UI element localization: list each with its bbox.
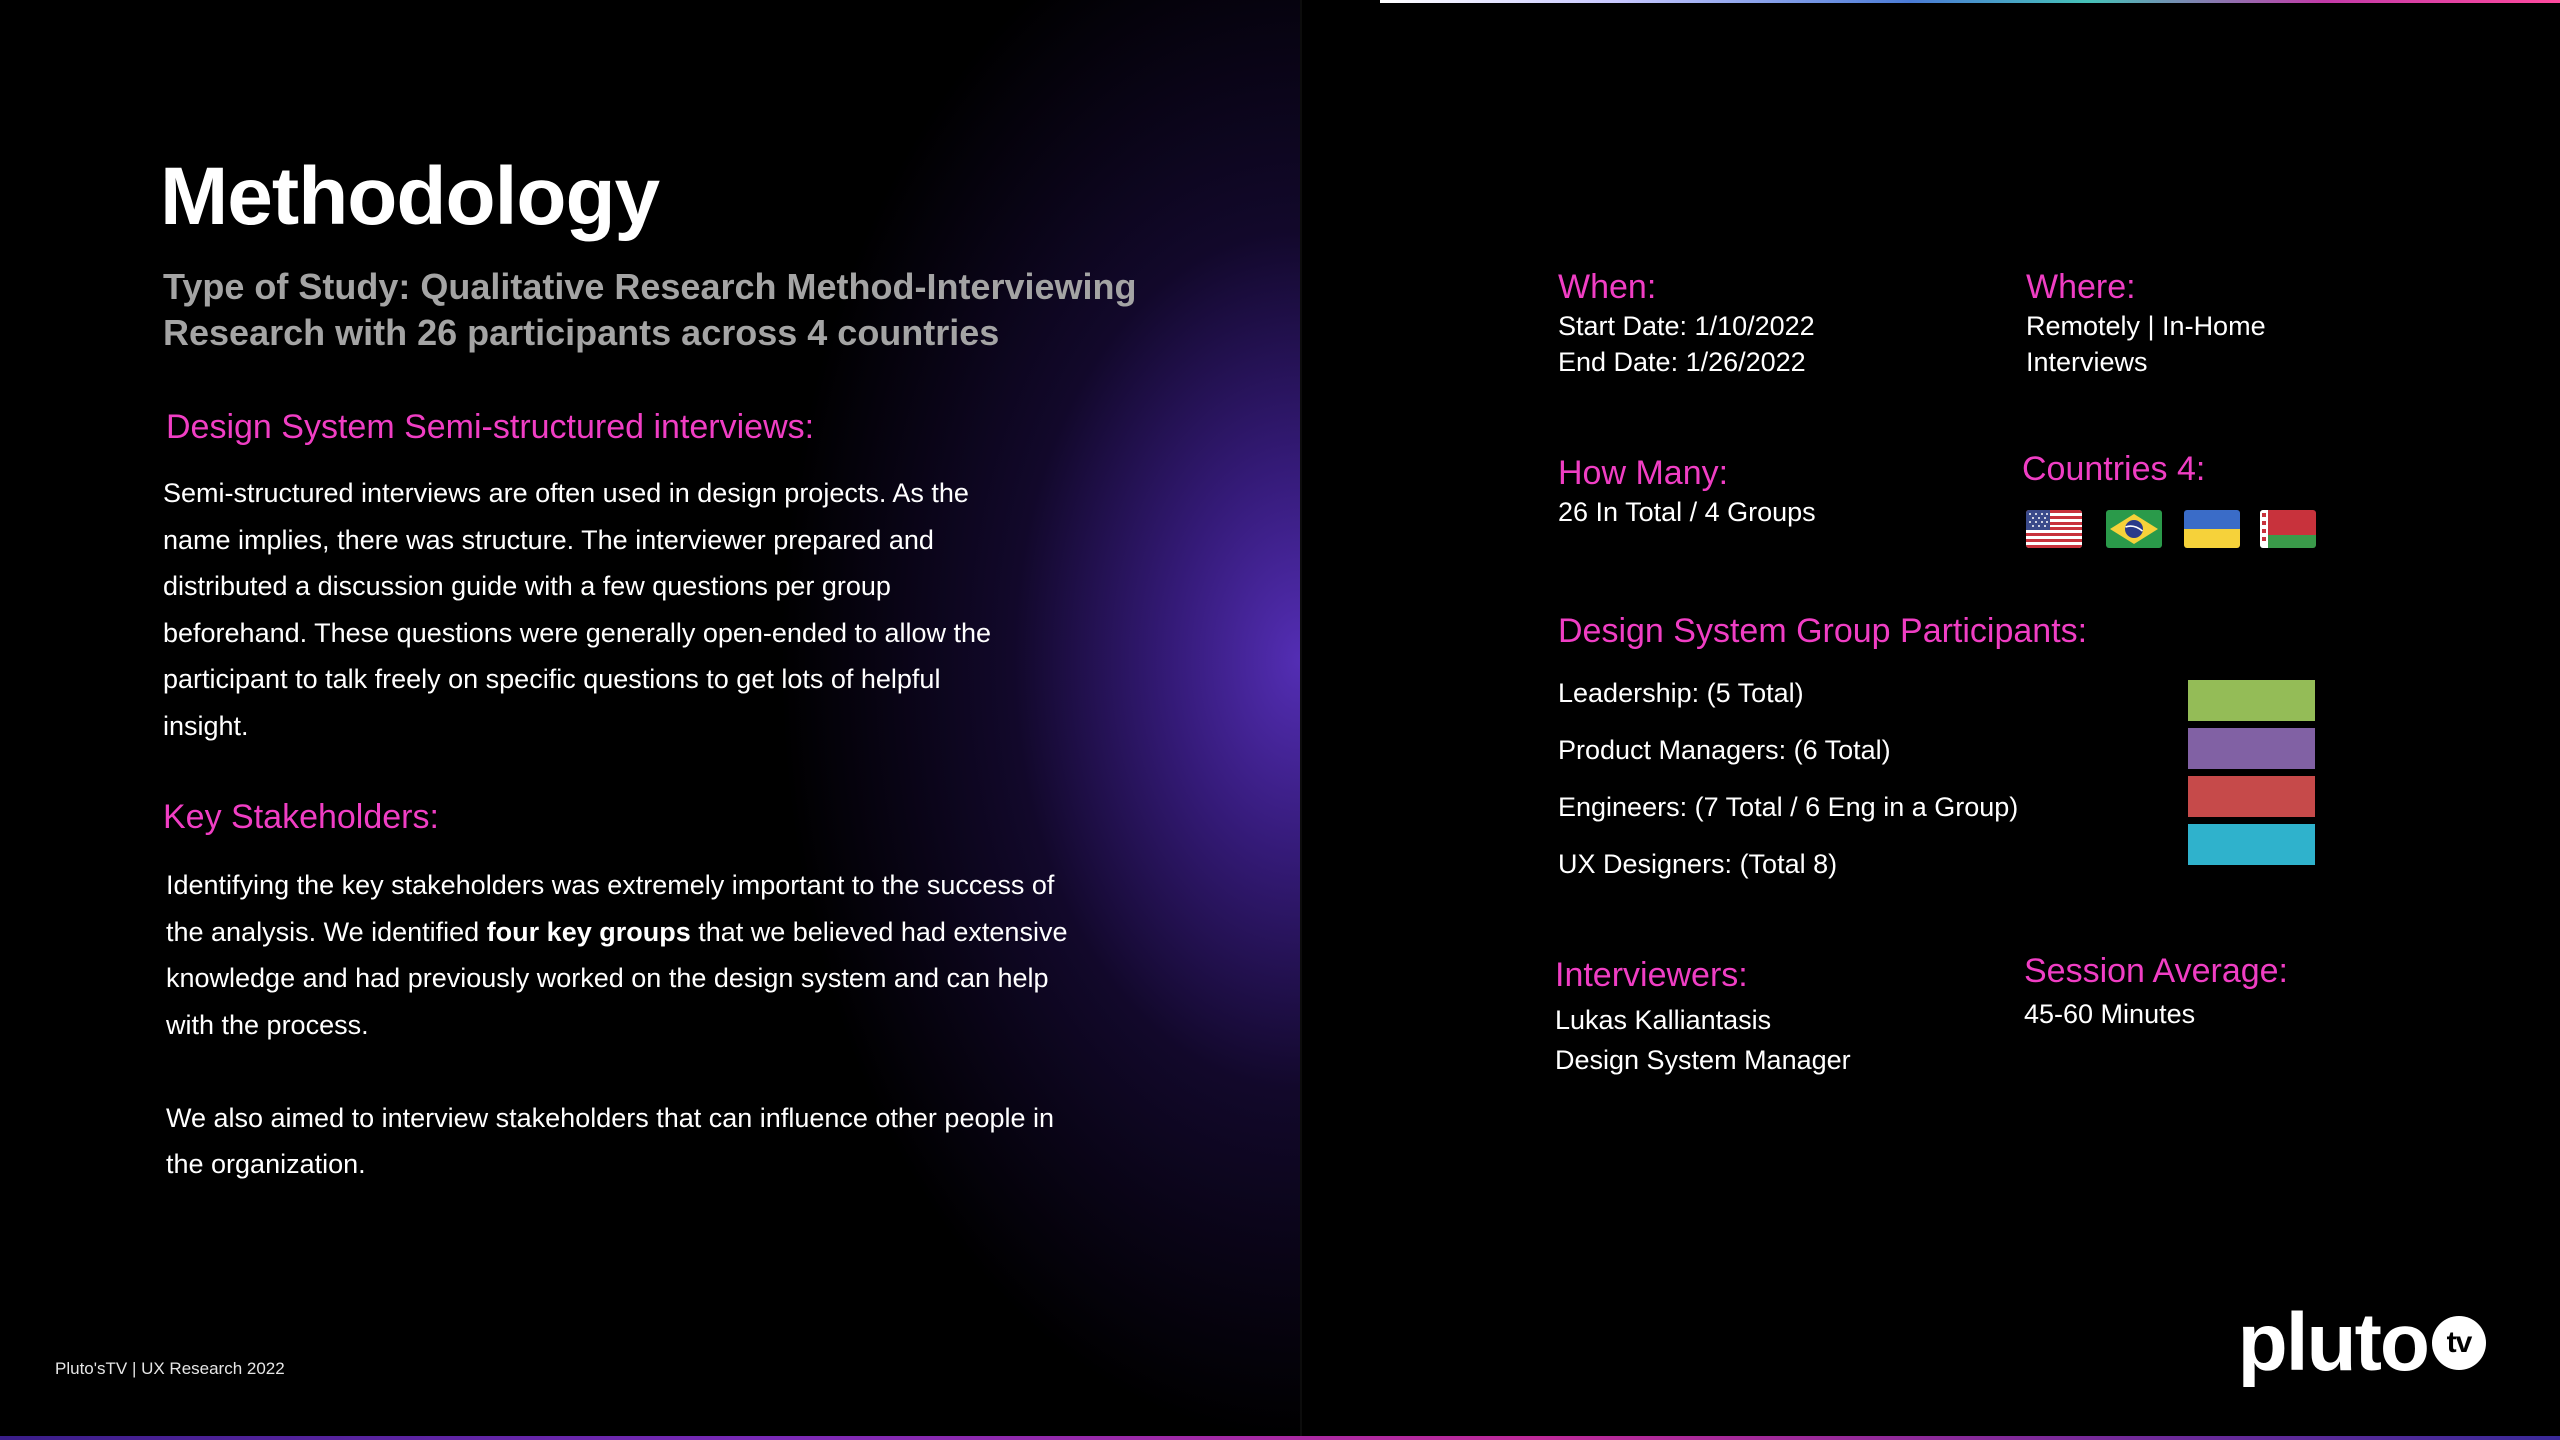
ukraine-flag-icon [2184, 510, 2240, 548]
pluto-tv-logo [2238, 1296, 2486, 1390]
group-engineers: Engineers: (7 Total / 6 Eng in a Group) [1558, 792, 2019, 822]
session-average-label: Session Average: [2024, 952, 2288, 990]
when-dates [1558, 308, 1815, 380]
interviewers-label: Interviewers: [1555, 956, 1748, 994]
group-product-managers: Product Managers: (6 Total) [1558, 735, 1891, 765]
design-system-heading: Design System Semi-structured interviews: [166, 408, 815, 446]
end-date: End Date: 1/26/2022 [1558, 347, 1806, 377]
panel-divider [1300, 0, 1302, 1440]
how-many-label: How Many: [1558, 454, 1729, 492]
top-accent-line [1380, 0, 2560, 3]
us-flag-icon [2026, 510, 2082, 548]
paragraph-line: We also aimed to interview stakeholders that can influence other people in [166, 1102, 1055, 1133]
subtitle-line: Research with 26 participants across 4 countries [163, 312, 1000, 353]
subtitle-line: Type of Study: Qualitative Research Method-Interviewing [163, 266, 1137, 307]
paragraph-line: distributed a discussion guide with a few questions per group [163, 571, 891, 601]
interviewer-name: Lukas Kalliantasis [1555, 1005, 1772, 1035]
group-leadership: Leadership: (5 Total) [1558, 678, 1804, 708]
paragraph-line: name implies, there was structure. The interviewer prepared and [163, 524, 934, 555]
logo-wordmark: pluto [2237, 1297, 2428, 1388]
paragraph-line: knowledge and had previously worked on the design system and can help [166, 963, 1049, 993]
study-type-subtitle [163, 264, 1223, 356]
belarus-flag-icon [2260, 510, 2316, 548]
session-average-value: 45-60 Minutes [2024, 999, 2196, 1029]
paragraph-line: beforehand. These questions were generally open-ended to allow the [163, 617, 992, 648]
group-ux-designers: UX Designers: (Total 8) [1558, 849, 1838, 879]
footer-credit: Pluto'sTV | UX Research 2022 [55, 1359, 285, 1378]
when-label: When: [1558, 268, 1657, 306]
group-participants-heading: Design System Group Participants: [1558, 612, 2088, 650]
four-key-groups-emphasis: four key groups [486, 916, 691, 947]
interviewer-role: Design System Manager [1555, 1045, 1851, 1075]
where-line: Remotely | In-Home [2026, 311, 2266, 341]
leadership-color-swatch [2188, 680, 2315, 721]
paragraph-line: Semi-structured interviews are often used in design projects. As the [163, 478, 969, 508]
paragraph-line: with the process. [166, 1009, 369, 1040]
bottom-accent-line [0, 1436, 2560, 1440]
where-label: Where: [2026, 268, 2136, 306]
design-system-paragraph [163, 470, 1163, 749]
interviewers-value [1555, 1000, 1851, 1080]
engineers-color-swatch [2188, 776, 2315, 817]
text-span: the analysis. We identified [166, 916, 487, 947]
paragraph-line: Identifying the key stakeholders was extremely important to the success of [166, 870, 1055, 900]
key-stakeholders-heading: Key Stakeholders: [163, 798, 439, 836]
brazil-flag-icon [2106, 510, 2162, 548]
paragraph-line: participant to talk freely on specific questions to get lots of helpful [163, 664, 941, 694]
where-value [2026, 308, 2266, 380]
where-line: Interviews [2026, 347, 2148, 377]
start-date: Start Date: 1/10/2022 [1558, 311, 1815, 341]
tv-badge-icon: tv [2432, 1316, 2486, 1370]
page-title: Methodology [160, 151, 660, 242]
product-managers-color-swatch [2188, 728, 2315, 769]
paragraph-gap [166, 1048, 1266, 1095]
paragraph-line: insight. [163, 710, 249, 741]
paragraph-line [166, 909, 1266, 956]
paragraph-line: the organization. [166, 1149, 366, 1179]
countries-label: Countries 4: [2022, 450, 2206, 488]
ux-designers-color-swatch [2188, 824, 2315, 865]
key-stakeholders-paragraph [166, 862, 1266, 1188]
text-span: that we believed had extensive [690, 916, 1068, 947]
how-many-value: 26 In Total / 4 Groups [1558, 497, 1816, 527]
